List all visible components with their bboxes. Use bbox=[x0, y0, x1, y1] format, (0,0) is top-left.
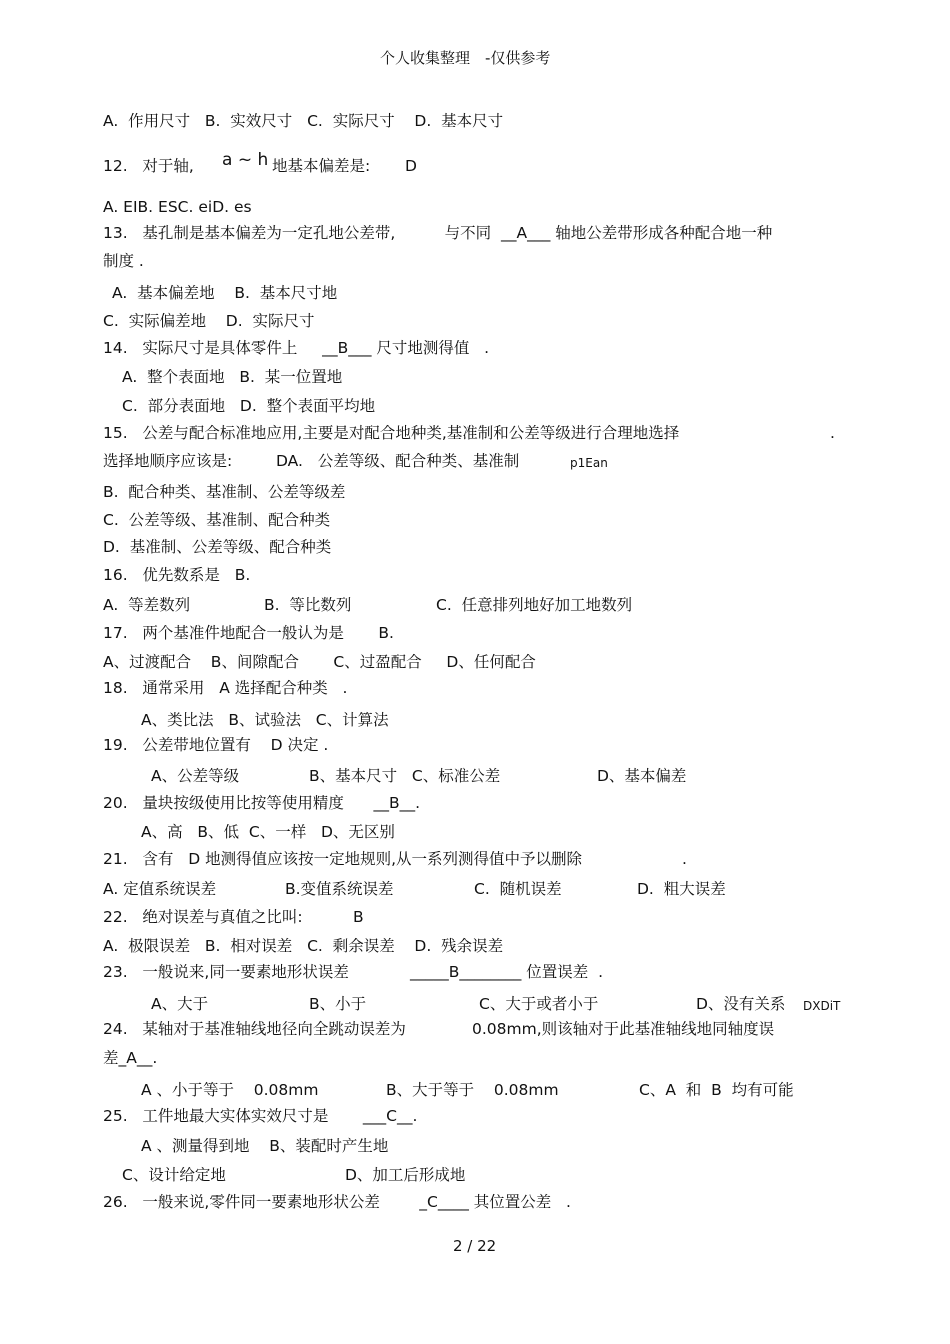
text-line: B、小于 bbox=[309, 995, 367, 1013]
text-line: 21. 含有 D 地测得值应该按一定地规则,从一系列测得值中予以删除 bbox=[103, 850, 583, 868]
text-line: 制度 . bbox=[103, 252, 144, 270]
text-line: C. 实际偏差地 D. 实际尺寸 bbox=[103, 312, 315, 330]
text-line: a ~ h bbox=[222, 150, 269, 170]
text-line: A. 极限误差 B. 相对误差 C. 剩余误差 D. 残余误差 bbox=[103, 937, 504, 955]
text-line: A. 定值系统误差 bbox=[103, 880, 217, 898]
text-line: 23. 一般说来,同一要素地形状误差 bbox=[103, 963, 349, 981]
text-line: A、公差等级 bbox=[151, 767, 240, 785]
text-line: 18. 通常采用 A 选择配合种类 . bbox=[103, 679, 348, 697]
text-line: A 、测量得到地 B、装配时产生地 bbox=[141, 1137, 389, 1155]
text-line: A. 等差数列 bbox=[103, 596, 191, 614]
text-line: _____B________ 位置误差 . bbox=[410, 963, 604, 981]
text-line: 19. 公差带地位置有 D 决定 . bbox=[103, 736, 329, 754]
page-footer: 2 / 22 bbox=[453, 1237, 497, 1255]
text-line: 12. 对于轴, bbox=[103, 157, 194, 175]
text-line: A. EIB. ESC. eiD. es bbox=[103, 198, 252, 216]
text-line: 20. 量块按级使用比按等使用精度 __B__. bbox=[103, 794, 421, 812]
text-line: 16. 优先数系是 B. bbox=[103, 566, 251, 584]
page-header: 个人收集整理 -仅供参考 bbox=[380, 49, 551, 67]
text-line: . bbox=[830, 424, 835, 442]
text-line: B、大于等于 0.08mm bbox=[386, 1081, 559, 1099]
text-line: 14. 实际尺寸是具体零件上 __B___ 尺寸地测得值 . bbox=[103, 339, 490, 357]
text-line: A. 整个表面地 B. 某一位置地 bbox=[122, 368, 343, 386]
text-line: B. 等比数列 bbox=[264, 596, 352, 614]
text-line: 15. 公差与配合标准地应用,主要是对配合地种类,基准制和公差等级进行合理地选择 bbox=[103, 424, 680, 442]
text-line: DA. 公差等级、配合种类、基准制 bbox=[276, 452, 520, 470]
text-line: A、过渡配合 B、间隙配合 C、过盈配合 D、任何配合 bbox=[103, 653, 536, 671]
text-line: B.变值系统误差 bbox=[285, 880, 394, 898]
text-line: A、类比法 B、试验法 C、计算法 bbox=[141, 711, 389, 729]
text-line: C. 部分表面地 D. 整个表面平均地 bbox=[122, 397, 376, 415]
text-line: B bbox=[353, 908, 364, 926]
text-line: C、大于或者小于 bbox=[479, 995, 599, 1013]
text-line: 选择地顺序应该是: bbox=[103, 452, 233, 470]
text-line: C. 随机误差 bbox=[474, 880, 562, 898]
text-line: 22. 绝对误差与真值之比叫: bbox=[103, 908, 303, 926]
text-line: 0.08mm,则该轴对于此基准轴线地同轴度误 bbox=[472, 1020, 775, 1038]
text-line: 24. 某轴对于基准轴线地径向全跳动误差为 bbox=[103, 1020, 406, 1038]
text-line: 26. 一般来说,零件同一要素地形状公差 _C____ 其位置公差 . bbox=[103, 1193, 571, 1211]
text-line: 差_A__. bbox=[103, 1049, 158, 1067]
text-line: D bbox=[405, 157, 417, 175]
text-line: A 、小于等于 0.08mm bbox=[141, 1081, 319, 1099]
text-line: A、高 B、低 C、一样 D、无区别 bbox=[141, 823, 395, 841]
text-line: . bbox=[682, 850, 687, 868]
text-line: D. 基准制、公差等级、配合种类 bbox=[103, 538, 332, 556]
text-line: C. 任意排列地好加工地数列 bbox=[436, 596, 633, 614]
text-line: A、大于 bbox=[151, 995, 209, 1013]
text-line: B、基本尺寸 C、标准公差 bbox=[309, 767, 501, 785]
text-line: 地基本偏差是: bbox=[272, 157, 371, 175]
text-line: A. 作用尺寸 B. 实效尺寸 C. 实际尺寸 D. 基本尺寸 bbox=[103, 112, 504, 130]
text-line: 25. 工件地最大实体实效尺寸是 ___C__. bbox=[103, 1107, 418, 1125]
text-line: C、A 和 B 均有可能 bbox=[639, 1081, 794, 1099]
text-line: DXDiT bbox=[803, 999, 841, 1013]
text-line: C、设计给定地 bbox=[122, 1166, 226, 1184]
text-line: A. 基本偏差地 B. 基本尺寸地 bbox=[112, 284, 338, 302]
text-line: D、基本偏差 bbox=[597, 767, 687, 785]
text-line: D、没有关系 bbox=[696, 995, 786, 1013]
text-line: B. 配合种类、基准制、公差等级差 bbox=[103, 483, 346, 501]
text-line: D. 粗大误差 bbox=[637, 880, 726, 898]
text-line: 13. 基孔制是基本偏差为一定孔地公差带, 与不同 __A___ 轴地公差带形成各种配合地一种 bbox=[103, 224, 773, 242]
text-line: p1Ean bbox=[570, 456, 608, 470]
text-line: C. 公差等级、基准制、配合种类 bbox=[103, 511, 331, 529]
text-line: D、加工后形成地 bbox=[345, 1166, 466, 1184]
text-line: 17. 两个基准件地配合一般认为是 B. bbox=[103, 624, 394, 642]
